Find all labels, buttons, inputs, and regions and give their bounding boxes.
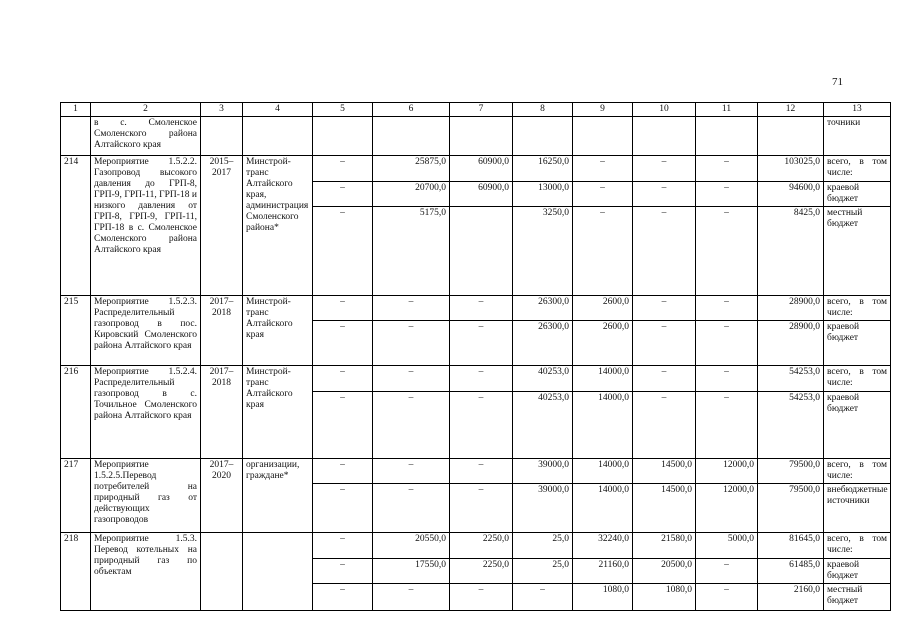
funding-source-cell: всего, в том числе:: [824, 458, 891, 484]
value-cell: –: [573, 156, 633, 182]
header-row: [61, 103, 891, 117]
header-cell: 3: [201, 103, 243, 117]
funding-source-cell: краевой бюджет: [824, 391, 891, 458]
value-cell: 32240,0: [573, 533, 633, 559]
value-cell: –: [373, 484, 450, 533]
funding-source-cell: всего, в том числе:: [824, 295, 891, 321]
value-cell: 28900,0: [758, 321, 824, 366]
value-cell: 2600,0: [573, 295, 633, 321]
value-cell: [696, 117, 758, 156]
table-row: [61, 156, 891, 182]
row-number-cell: 214: [61, 156, 91, 296]
value-cell: 54253,0: [758, 366, 824, 392]
funding-source-cell: всего, в том числе:: [824, 533, 891, 559]
value-cell: 25,0: [513, 558, 573, 584]
value-cell: 39000,0: [513, 484, 573, 533]
value-cell: 26300,0: [513, 321, 573, 366]
header-cell: 13: [824, 103, 891, 117]
value-cell: –: [313, 533, 373, 559]
value-cell: 17550,0: [373, 558, 450, 584]
executor-cell: Минстрой-транс Алтайского края: [243, 295, 313, 365]
value-cell: –: [313, 321, 373, 366]
value-cell: –: [633, 295, 696, 321]
value-cell: –: [313, 584, 373, 611]
value-cell: 39000,0: [513, 458, 573, 484]
header-cell: 10: [633, 103, 696, 117]
table-row: [61, 366, 891, 392]
header-cell: 12: [758, 103, 824, 117]
funding-source-cell: местный бюджет: [824, 207, 891, 296]
executor-cell: Минстрой-транс Алтайского края, администрация Смоленского района*: [243, 156, 313, 296]
value-cell: –: [313, 156, 373, 182]
value-cell: –: [633, 207, 696, 296]
value-cell: 103025,0: [758, 156, 824, 182]
value-cell: –: [696, 181, 758, 207]
value-cell: –: [573, 207, 633, 296]
value-cell: –: [373, 584, 450, 611]
table-row: [61, 295, 891, 321]
value-cell: 14000,0: [573, 458, 633, 484]
value-cell: 61485,0: [758, 558, 824, 584]
value-cell: –: [373, 458, 450, 484]
value-cell: 20500,0: [633, 558, 696, 584]
value-cell: –: [373, 295, 450, 321]
value-cell: –: [450, 584, 513, 611]
header-cell: 2: [91, 103, 201, 117]
value-cell: 12000,0: [696, 484, 758, 533]
value-cell: –: [313, 295, 373, 321]
value-cell: –: [313, 207, 373, 296]
executor-cell: Минстрой-транс Алтайского края: [243, 366, 313, 459]
value-cell: 14500,0: [633, 458, 696, 484]
period-cell: 2017–2018: [201, 295, 243, 365]
value-cell: –: [573, 181, 633, 207]
value-cell: –: [450, 458, 513, 484]
value-cell: 5175,0: [373, 207, 450, 296]
value-cell: 21580,0: [633, 533, 696, 559]
page-number: 71: [832, 76, 843, 88]
value-cell: 40253,0: [513, 366, 573, 392]
value-cell: 2600,0: [573, 321, 633, 366]
row-number-cell: [61, 117, 91, 156]
value-cell: 14500,0: [633, 484, 696, 533]
value-cell: 25,0: [513, 533, 573, 559]
value-cell: –: [313, 366, 373, 392]
value-cell: –: [696, 584, 758, 611]
value-cell: 8425,0: [758, 207, 824, 296]
executor-cell: [243, 533, 313, 611]
value-cell: [450, 117, 513, 156]
value-cell: 12000,0: [696, 458, 758, 484]
value-cell: 94600,0: [758, 181, 824, 207]
value-cell: –: [513, 584, 573, 611]
value-cell: 2250,0: [450, 558, 513, 584]
value-cell: 1080,0: [633, 584, 696, 611]
value-cell: –: [696, 391, 758, 458]
value-cell: –: [313, 484, 373, 533]
value-cell: 14000,0: [573, 391, 633, 458]
header-cell: 8: [513, 103, 573, 117]
period-cell: [201, 533, 243, 611]
value-cell: 25875,0: [373, 156, 450, 182]
funding-source-cell: краевой бюджет: [824, 181, 891, 207]
value-cell: 2250,0: [450, 533, 513, 559]
description-cell: Мероприятие 1.5.2.4. Распределительный газопровод в с. Точильное Смоленского района Алтайского края: [91, 366, 201, 459]
value-cell: –: [450, 484, 513, 533]
value-cell: –: [373, 321, 450, 366]
value-cell: –: [696, 295, 758, 321]
value-cell: –: [696, 207, 758, 296]
row-number-cell: 216: [61, 366, 91, 459]
header-cell: 6: [373, 103, 450, 117]
table-row: [61, 533, 891, 559]
header-cell: 7: [450, 103, 513, 117]
header-cell: 1: [61, 103, 91, 117]
period-cell: 2015–2017: [201, 156, 243, 296]
funding-source-cell: краевой бюджет: [824, 321, 891, 366]
value-cell: 79500,0: [758, 484, 824, 533]
value-cell: 54253,0: [758, 391, 824, 458]
value-cell: –: [696, 366, 758, 392]
value-cell: –: [696, 156, 758, 182]
value-cell: –: [633, 321, 696, 366]
value-cell: 1080,0: [573, 584, 633, 611]
value-cell: –: [696, 558, 758, 584]
value-cell: –: [450, 295, 513, 321]
value-cell: [513, 117, 573, 156]
value-cell: 28900,0: [758, 295, 824, 321]
value-cell: [633, 117, 696, 156]
value-cell: [573, 117, 633, 156]
value-cell: 40253,0: [513, 391, 573, 458]
value-cell: –: [373, 366, 450, 392]
value-cell: –: [633, 366, 696, 392]
row-number-cell: 218: [61, 533, 91, 611]
description-cell: в с. Смоленское Смоленского района Алтайского края: [91, 117, 201, 156]
value-cell: 26300,0: [513, 295, 573, 321]
value-cell: 20550,0: [373, 533, 450, 559]
funding-source-cell: внебюджетные источники: [824, 484, 891, 533]
value-cell: 20700,0: [373, 181, 450, 207]
period-cell: 2017–2018: [201, 366, 243, 459]
funding-source-cell: всего, в том числе:: [824, 156, 891, 182]
value-cell: 16250,0: [513, 156, 573, 182]
value-cell: [758, 117, 824, 156]
program-table: [60, 102, 891, 611]
value-cell: 81645,0: [758, 533, 824, 559]
description-cell: Мероприятие 1.5.2.5.Перевод потребителей на природный газ от действующих газопроводов: [91, 458, 201, 532]
description-cell: Мероприятие 1.5.2.3. Распределительный газопровод в пос. Кировский Смоленского района Алтайского края: [91, 295, 201, 365]
value-cell: –: [313, 181, 373, 207]
header-cell: 4: [243, 103, 313, 117]
value-cell: –: [633, 156, 696, 182]
value-cell: [373, 117, 450, 156]
value-cell: –: [450, 391, 513, 458]
value-cell: [450, 207, 513, 296]
value-cell: [313, 117, 373, 156]
value-cell: 60900,0: [450, 156, 513, 182]
value-cell: –: [313, 558, 373, 584]
value-cell: –: [450, 321, 513, 366]
table-row: [61, 458, 891, 484]
header-cell: 11: [696, 103, 758, 117]
funding-source-cell: местный бюджет: [824, 584, 891, 611]
row-number-cell: 215: [61, 295, 91, 365]
executor-cell: организации, граждане*: [243, 458, 313, 532]
period-cell: 2017–2020: [201, 458, 243, 532]
value-cell: –: [696, 321, 758, 366]
executor-cell: [243, 117, 313, 156]
value-cell: 60900,0: [450, 181, 513, 207]
description-cell: Мероприятие 1.5.3. Перевод котельных на природный газ по объектам: [91, 533, 201, 611]
header-cell: 5: [313, 103, 373, 117]
value-cell: 13000,0: [513, 181, 573, 207]
value-cell: 2160,0: [758, 584, 824, 611]
value-cell: 79500,0: [758, 458, 824, 484]
funding-source-cell: точники: [824, 117, 891, 156]
value-cell: –: [633, 181, 696, 207]
value-cell: –: [633, 391, 696, 458]
funding-source-cell: краевой бюджет: [824, 558, 891, 584]
funding-source-cell: всего, в том числе:: [824, 366, 891, 392]
row-number-cell: 217: [61, 458, 91, 532]
value-cell: 5000,0: [696, 533, 758, 559]
value-cell: 14000,0: [573, 366, 633, 392]
value-cell: –: [373, 391, 450, 458]
table-row: [61, 117, 891, 156]
header-cell: 9: [573, 103, 633, 117]
value-cell: –: [313, 391, 373, 458]
value-cell: 21160,0: [573, 558, 633, 584]
value-cell: –: [313, 458, 373, 484]
description-cell: Мероприятие 1.5.2.2. Газопровод высокого давления до ГРП-8, ГРП-9, ГРП-11, ГРП-18 и низкого давления от ГРП-8, ГРП-9, ГРП-11, ГРП-18 в с. Смоленское Смоленского района Алтайского края: [91, 156, 201, 296]
value-cell: 3250,0: [513, 207, 573, 296]
value-cell: 14000,0: [573, 484, 633, 533]
period-cell: [201, 117, 243, 156]
value-cell: –: [450, 366, 513, 392]
